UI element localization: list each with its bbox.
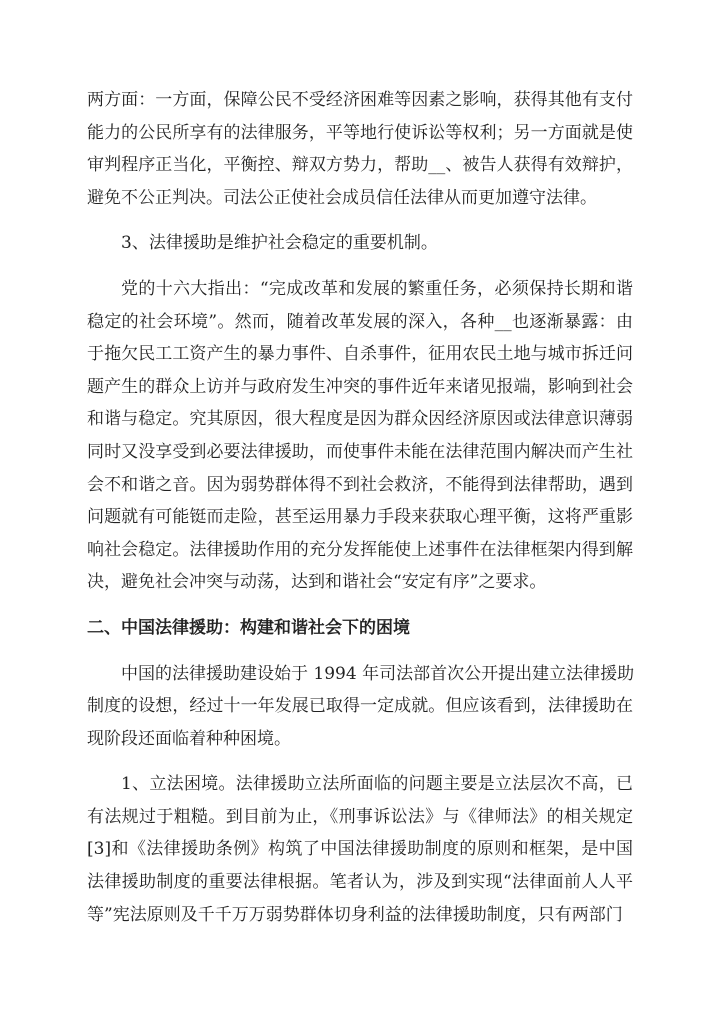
text-line: 能力的公民所享有的法律服务，平等地行使诉讼等权利；另一方面就是使 (87, 122, 633, 143)
text-line: 于拖欠民工工资产生的暴力事件、自杀事件，征用农民土地与城市拆迁问 (87, 344, 633, 365)
text-line: 3、法律援助是维护社会稳定的重要机制。 (121, 233, 438, 254)
paragraph (87, 84, 633, 214)
text-line: 问题就有可能铤而走险，甚至运用暴力手段来获取心理平衡，这将严重影 (87, 507, 633, 528)
paragraph (87, 273, 633, 599)
text-line: 稳定的社会环境”。然而，随着改革发展的深入，各种__也逐渐暴露：由 (87, 311, 633, 332)
text-line: 两方面：一方面，保障公民不受经济困难等因素之影响，获得其他有支付 (87, 90, 633, 110)
text-line: 现阶段还面临着种种困境。 (87, 728, 291, 749)
text-line: 等”宪法原则及千千万万弱势群体切身利益的法律援助制度，只有两部门 (87, 904, 623, 925)
text-line: [3]和《法律援助条例》构筑了中国法律援助制度的原则和框架，是中国 (87, 839, 633, 860)
subsection-heading (87, 227, 633, 260)
text-line: 题产生的群众上访并与政府发生冲突的事件近年来诸见报端，影响到社会 (87, 376, 633, 397)
text-line: 响社会稳定。法律援助作用的充分发挥能使上述事件在法律框架内得到解 (87, 539, 633, 560)
text-line: 会不和谐之音。因为弱势群体得不到社会救济，不能得到法律帮助，遇到 (87, 474, 633, 495)
text-line: 1、立法困境。法律援助立法所面临的问题主要是立法层次不高，已 (121, 774, 633, 795)
paragraph (87, 658, 633, 756)
text-line: 决，避免社会冲突与动荡，达到和谐社会“安定有序”之要求。 (87, 572, 547, 593)
text-line: 中国的法律援助建设始于 1994 年司法部首次公开提出建立法律援助 (121, 663, 635, 684)
text-line: 法律援助制度的重要法律根据。笔者认为，涉及到实现“法律面前人人平 (87, 872, 633, 893)
section-heading (87, 612, 633, 645)
text-line: 审判程序正当化，平衡控、辩双方势力，帮助__、被告人获得有效辩护， (87, 155, 633, 176)
text-line: 同时又没享受到必要法律援助，而使事件未能在法律范围内解决而产生社 (87, 441, 633, 462)
text-line: 和谐与稳定。究其原因，很大程度是因为群众因经济原因或法律意识薄弱 (87, 409, 633, 430)
paragraph (87, 768, 633, 931)
text-line: 避免不公正判决。司法公正使社会成员信任法律从而更加遵守法律。 (87, 187, 597, 208)
text-line: 二、中国法律援助：构建和谐社会下的困境 (87, 617, 410, 638)
text-line: 党的十六大指出：“完成改革和发展的繁重任务，必须保持长期和谐 (121, 278, 633, 299)
text-line: 有法规过于粗糙。到目前为止，《刑事诉讼法》与《律师法》的相关规定 (87, 806, 633, 827)
text-line: 制度的设想，经过十一年发展已取得一定成就。但应该看到，法律援助在 (87, 696, 633, 717)
document-page (87, 84, 633, 931)
